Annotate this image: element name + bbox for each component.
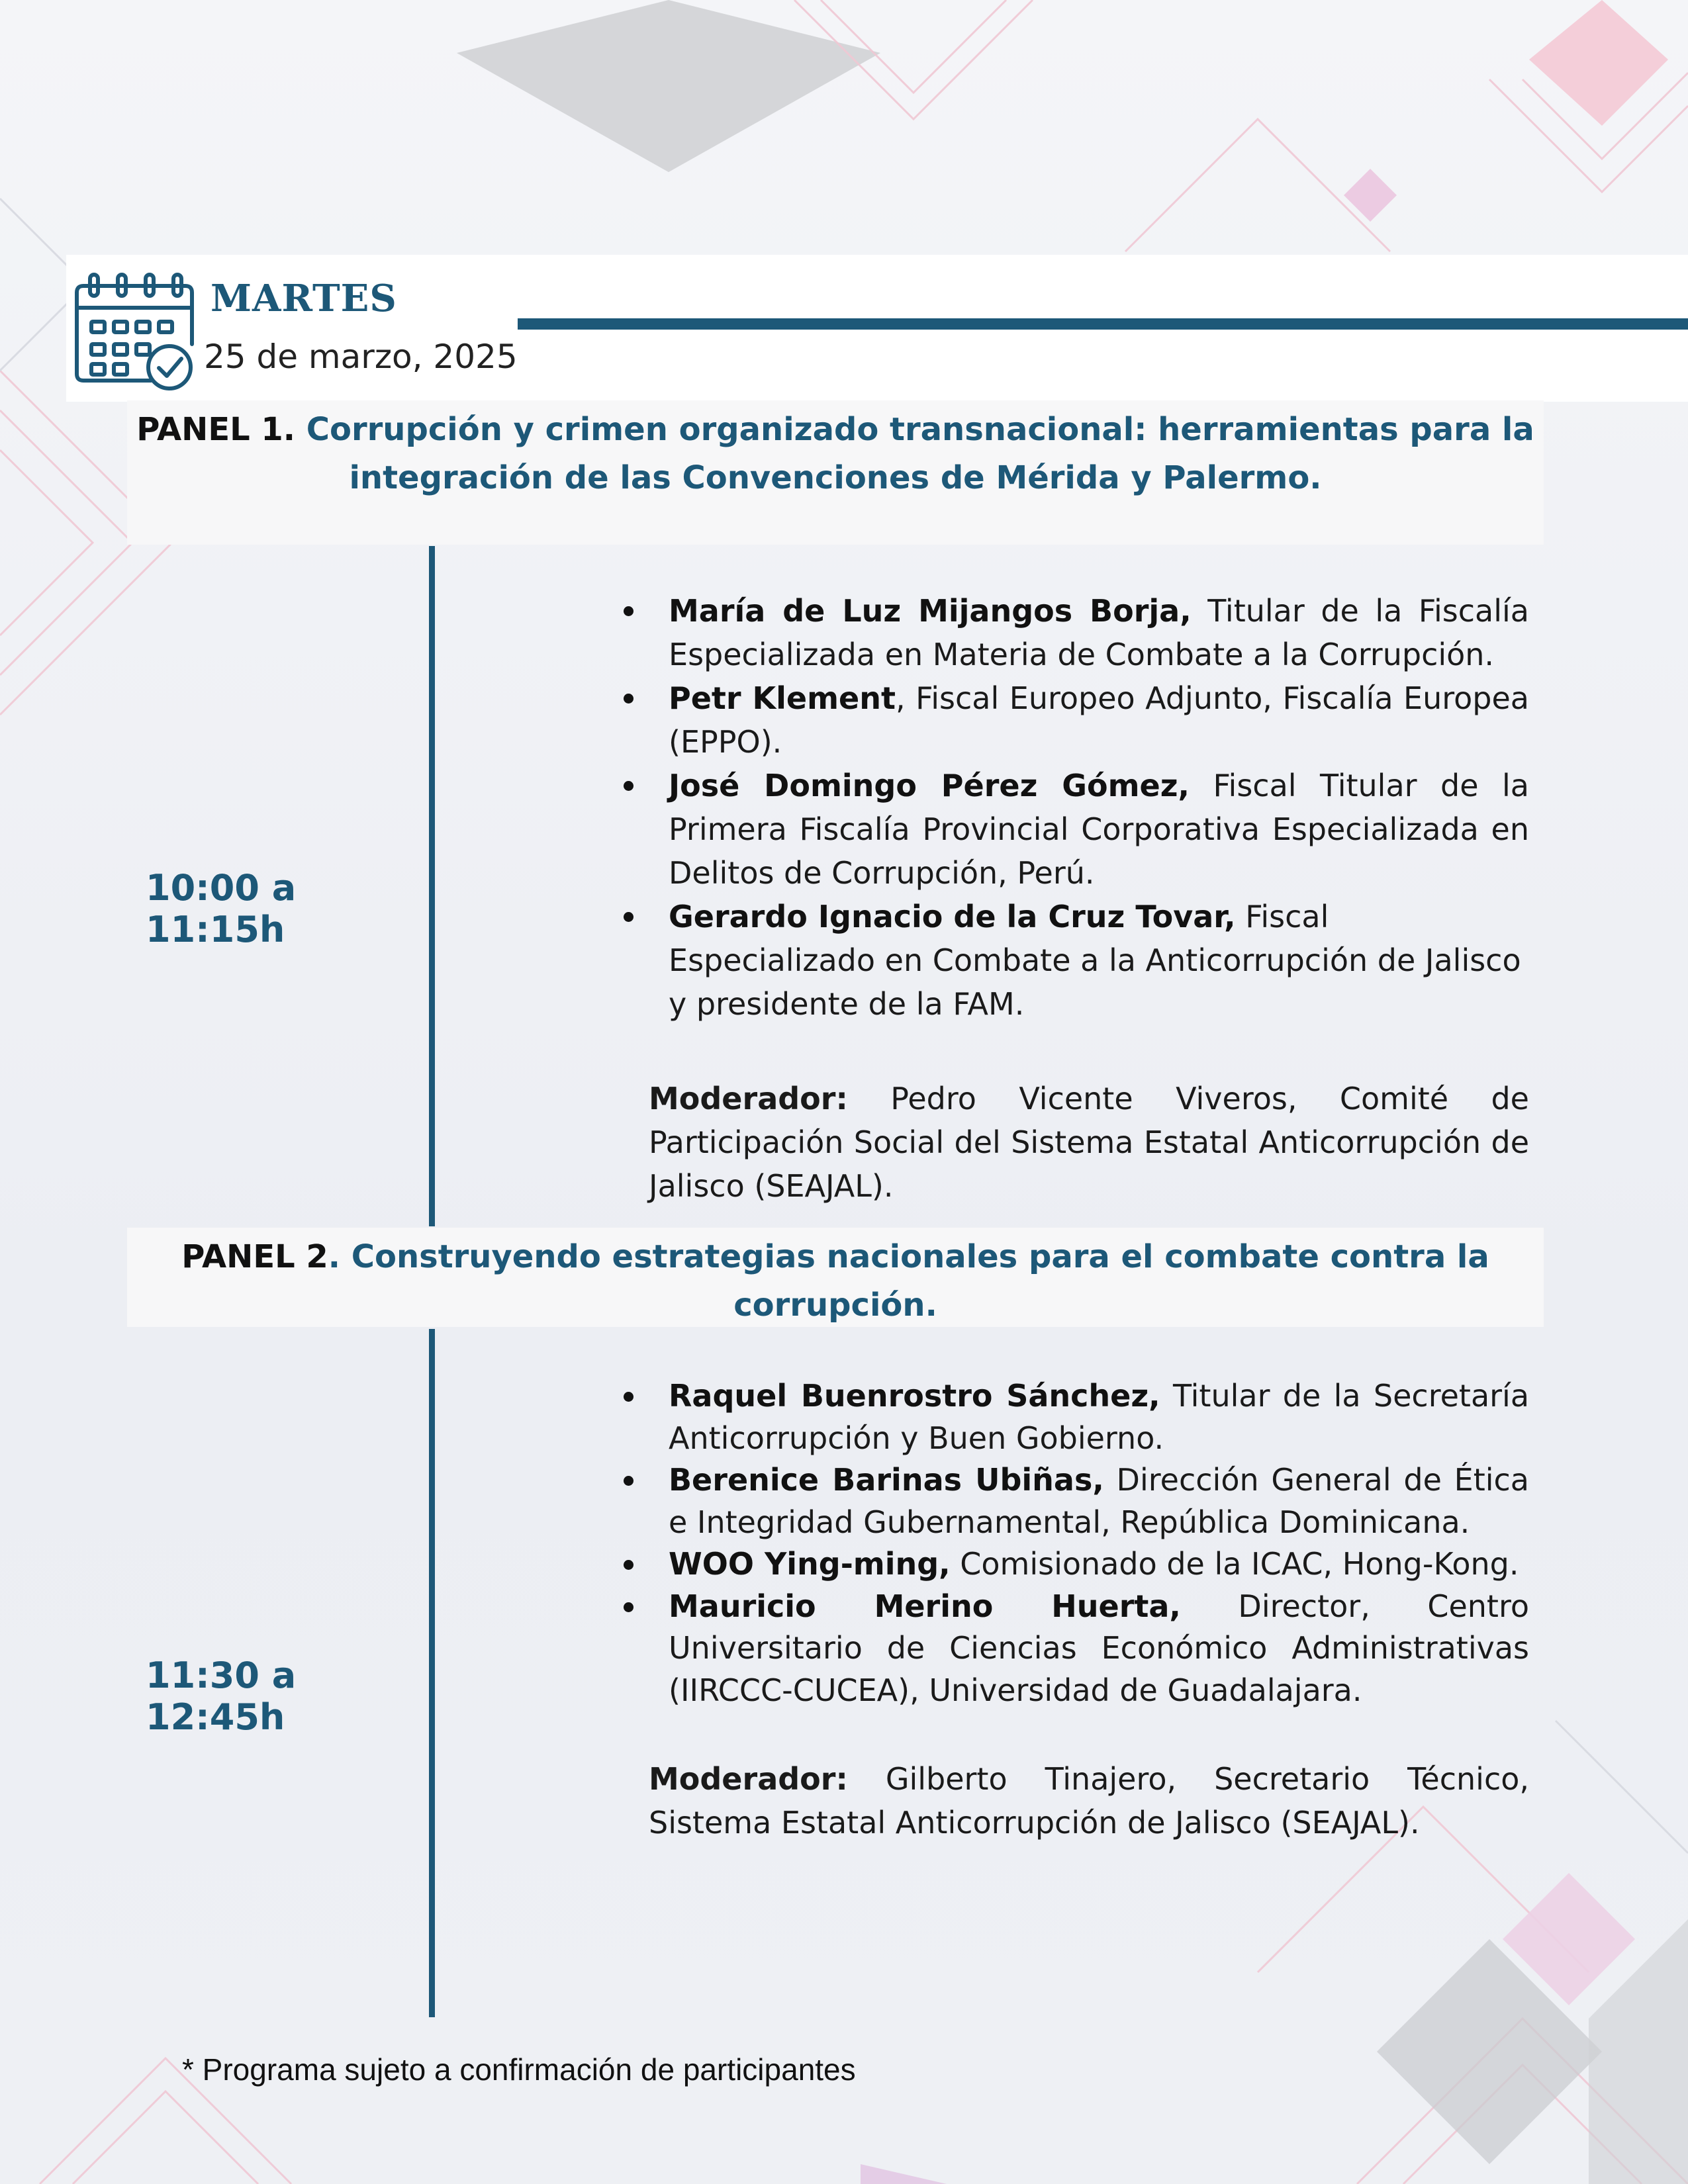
header-rule [518,318,1688,330]
list-item [669,764,1529,895]
list-item [669,1375,1529,1459]
speaker-role: Director, Centro Universitario de Ciencias Económico Administrativas (IIRCCC-CUCEA), Universidad de Guadalajara. [669,1588,1529,1708]
speaker-name: WOO Ying-ming, [669,1546,951,1582]
panel-1-timeline [429,546,435,1226]
list-item [669,895,1529,1026]
list-item [669,1586,1529,1712]
moderator-text: Gilberto Tinajero, Secretario Técnico, Sistema Estatal Anticorrupción de Jalisco (SEAJAL). [649,1761,1529,1841]
panel-1-moderator [649,1077,1529,1208]
panel-2-label: PANEL 2 [181,1238,328,1275]
panel-2-title [127,1228,1544,1327]
moderator-label: Moderador: [649,1081,848,1116]
panel-2-speakers [669,1375,1529,1711]
speaker-role: Titular de la Secretaría Anticorrupción y Buen Gobierno. [669,1378,1530,1456]
speaker-name: María de Luz Mijangos Borja, [669,593,1192,629]
panel-2-timeline [429,1329,435,2017]
panel-1-time: 10:00 a 11:15h [146,867,297,950]
panel-2-moderator [649,1757,1529,1844]
speaker-name: Berenice Barinas Ubiñas, [669,1462,1104,1498]
footnote: * Programa sujeto a confirmación de participantes [182,2052,856,2087]
speaker-role: Comisionado de la ICAC, Hong-Kong. [950,1546,1519,1582]
speaker-role: Fiscal Especializado en Combate a la Anticorrupción de Jalisco y presidente de la FAM. [669,899,1521,1022]
calendar-check-icon [71,271,197,394]
speaker-role: Dirección General de Ética e Integridad Gubernamental, República Dominicana. [669,1462,1529,1540]
speaker-name: Petr Klement [669,680,896,716]
list-item [669,1459,1529,1543]
list-item [669,1543,1529,1586]
speaker-name: Mauricio Merino Huerta, [669,1588,1181,1624]
speaker-name: Raquel Buenrostro Sánchez, [669,1378,1160,1414]
day-name: MARTES [211,277,397,320]
speaker-name: José Domingo Pérez Gómez, [669,768,1190,803]
panel-1-speakers [669,589,1529,1026]
list-item [669,589,1529,676]
panel-1-topic: Corrupción y crimen organizado transnacional: herramientas para la integración de las Convenciones de Mérida y Palermo. [295,411,1534,496]
event-date: 25 de marzo, 2025 [204,338,518,376]
speaker-role: Titular de la Fiscalía Especializada en Materia de Combate a la Corrupción. [669,593,1529,672]
panel-2-topic: . Construyendo estrategias nacionales para el combate contra la corrupción. [328,1238,1489,1324]
list-item [669,676,1529,764]
speaker-role: , Fiscal Europeo Adjunto, Fiscalía Europea (EPPO). [669,680,1529,760]
speaker-name: Gerardo Ignacio de la Cruz Tovar, [669,899,1236,934]
speaker-role: Fiscal Titular de la Primera Fiscalía Provincial Corporativa Especializada en Delitos de Corrupción, Perú. [669,768,1529,891]
moderator-text: Pedro Vicente Viveros, Comité de Participación Social del Sistema Estatal Anticorrupción de Jalisco (SEAJAL). [649,1081,1529,1204]
moderator-label: Moderador: [649,1761,848,1797]
panel-2-time: 11:30 a 12:45h [146,1655,297,1738]
panel-1-label: PANEL 1. [136,411,296,448]
panel-1-title [127,400,1544,545]
